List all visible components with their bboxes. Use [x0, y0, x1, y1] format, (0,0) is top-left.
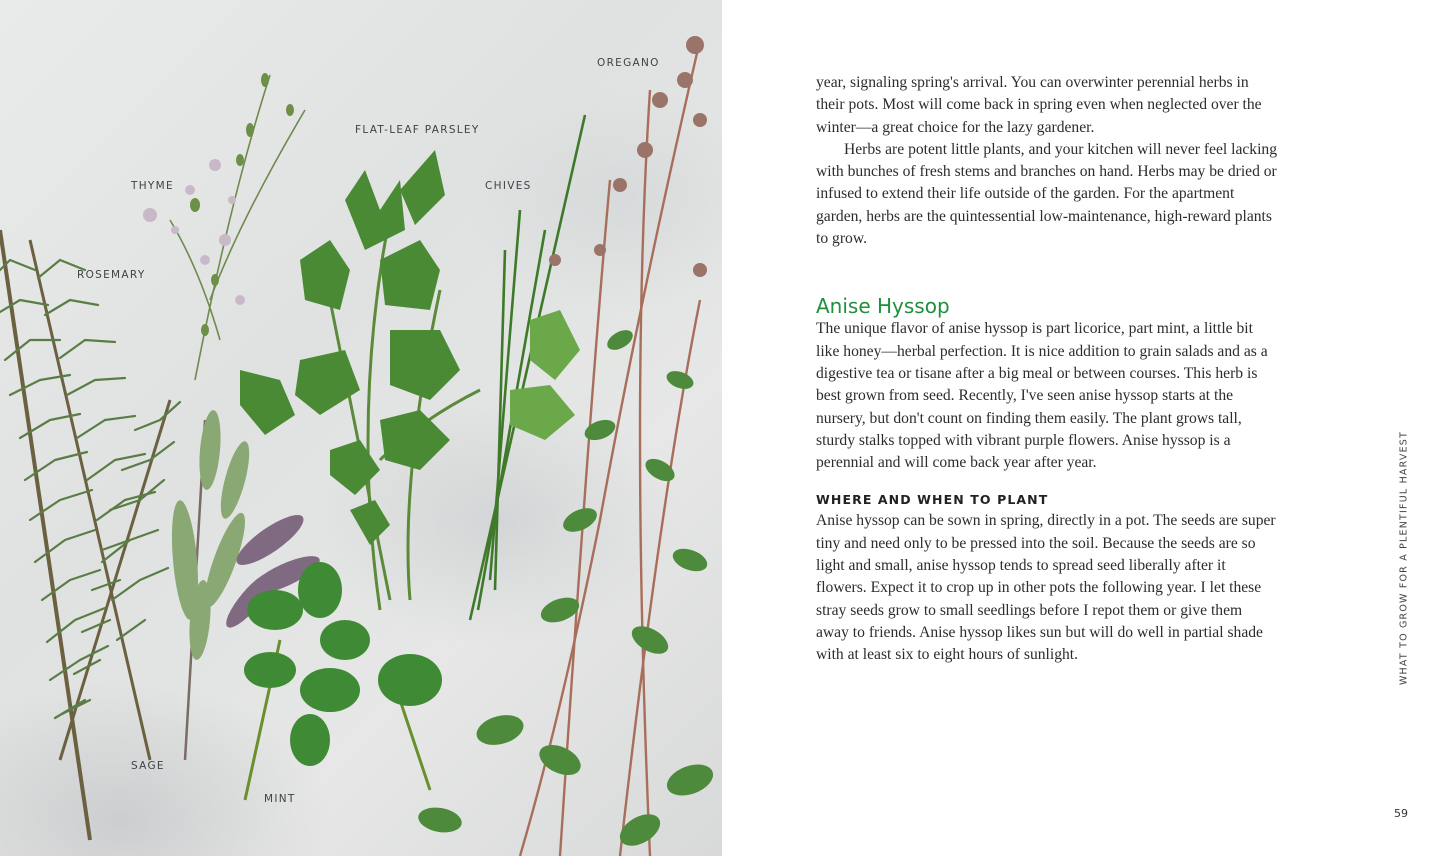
label-sage: SAGE	[131, 760, 165, 772]
label-oregano: OREGANO	[597, 57, 660, 69]
label-thyme: THYME	[131, 180, 174, 192]
label-rosemary: ROSEMARY	[77, 269, 146, 281]
intro-paragraph-2: Herbs are potent little plants, and your kitchen will never feel lacking with bunches of fresh stems and branches on hand. Herbs may be dried or infused to extend their life outside of the garden. For the apartment garden, herbs are the quintessential low-maintenance, high-reward plants to grow.	[816, 140, 1278, 248]
oregano-stems	[520, 40, 700, 856]
intro-paragraph-1: year, signaling spring's arrival. You can overwinter perennial herbs in their pots. Most will come back in spring even when neglected over the winter—a great choice for the lazy gardener.	[816, 74, 1262, 136]
label-chives: CHIVES	[485, 180, 532, 192]
page-number: 59	[1394, 807, 1408, 820]
label-flat-leaf-parsley: FLAT-LEAF PARSLEY	[355, 124, 480, 136]
subsection-body: Anise hyssop can be sown in spring, directly in a pot. The seeds are super tiny and need only to be pressed into the soil. Because the seeds are so light and small, anise hyssop tends to spread seed liberally after it flowers. Expect it to crop up in other pots the following year. I let these stray seeds grow to small seedlings before I repot them or give them away to friends. Anise hyssop likes sun but will do well in partial shade with at least six to eight hours of sunlight.	[816, 512, 1276, 664]
oregano-leaves	[416, 326, 717, 852]
herb-photo	[0, 0, 722, 856]
label-mint: MINT	[264, 793, 296, 805]
running-head: WHAT TO GROW FOR A PLENTIFUL HARVEST	[1398, 430, 1410, 686]
text-column	[816, 72, 1278, 667]
thyme-sprigs	[170, 75, 305, 380]
text-page	[722, 0, 1445, 856]
section-title: Anise Hyssop	[816, 294, 950, 319]
parsley-leaves	[240, 150, 460, 545]
subheading-where-when: WHERE AND WHEN TO PLANT	[816, 492, 1049, 508]
section-body: The unique flavor of anise hyssop is part licorice, part mint, a little bit like honey—herbal perfection. It is nice addition to grain salads and as a digestive tea or tisane after a big meal or between courses. This herb is best grown from seed. Recently, I've seen anise hyssop starts at the nursery, but don't count on finding them easily. The plant grows tall, sturdy stalks topped with vibrant purple flowers. Anise hyssop is a perennial and will come back year after year.	[816, 320, 1268, 472]
rosemary-needles	[0, 260, 180, 718]
sage-leaves	[168, 409, 255, 660]
oregano-flowers	[549, 36, 707, 277]
